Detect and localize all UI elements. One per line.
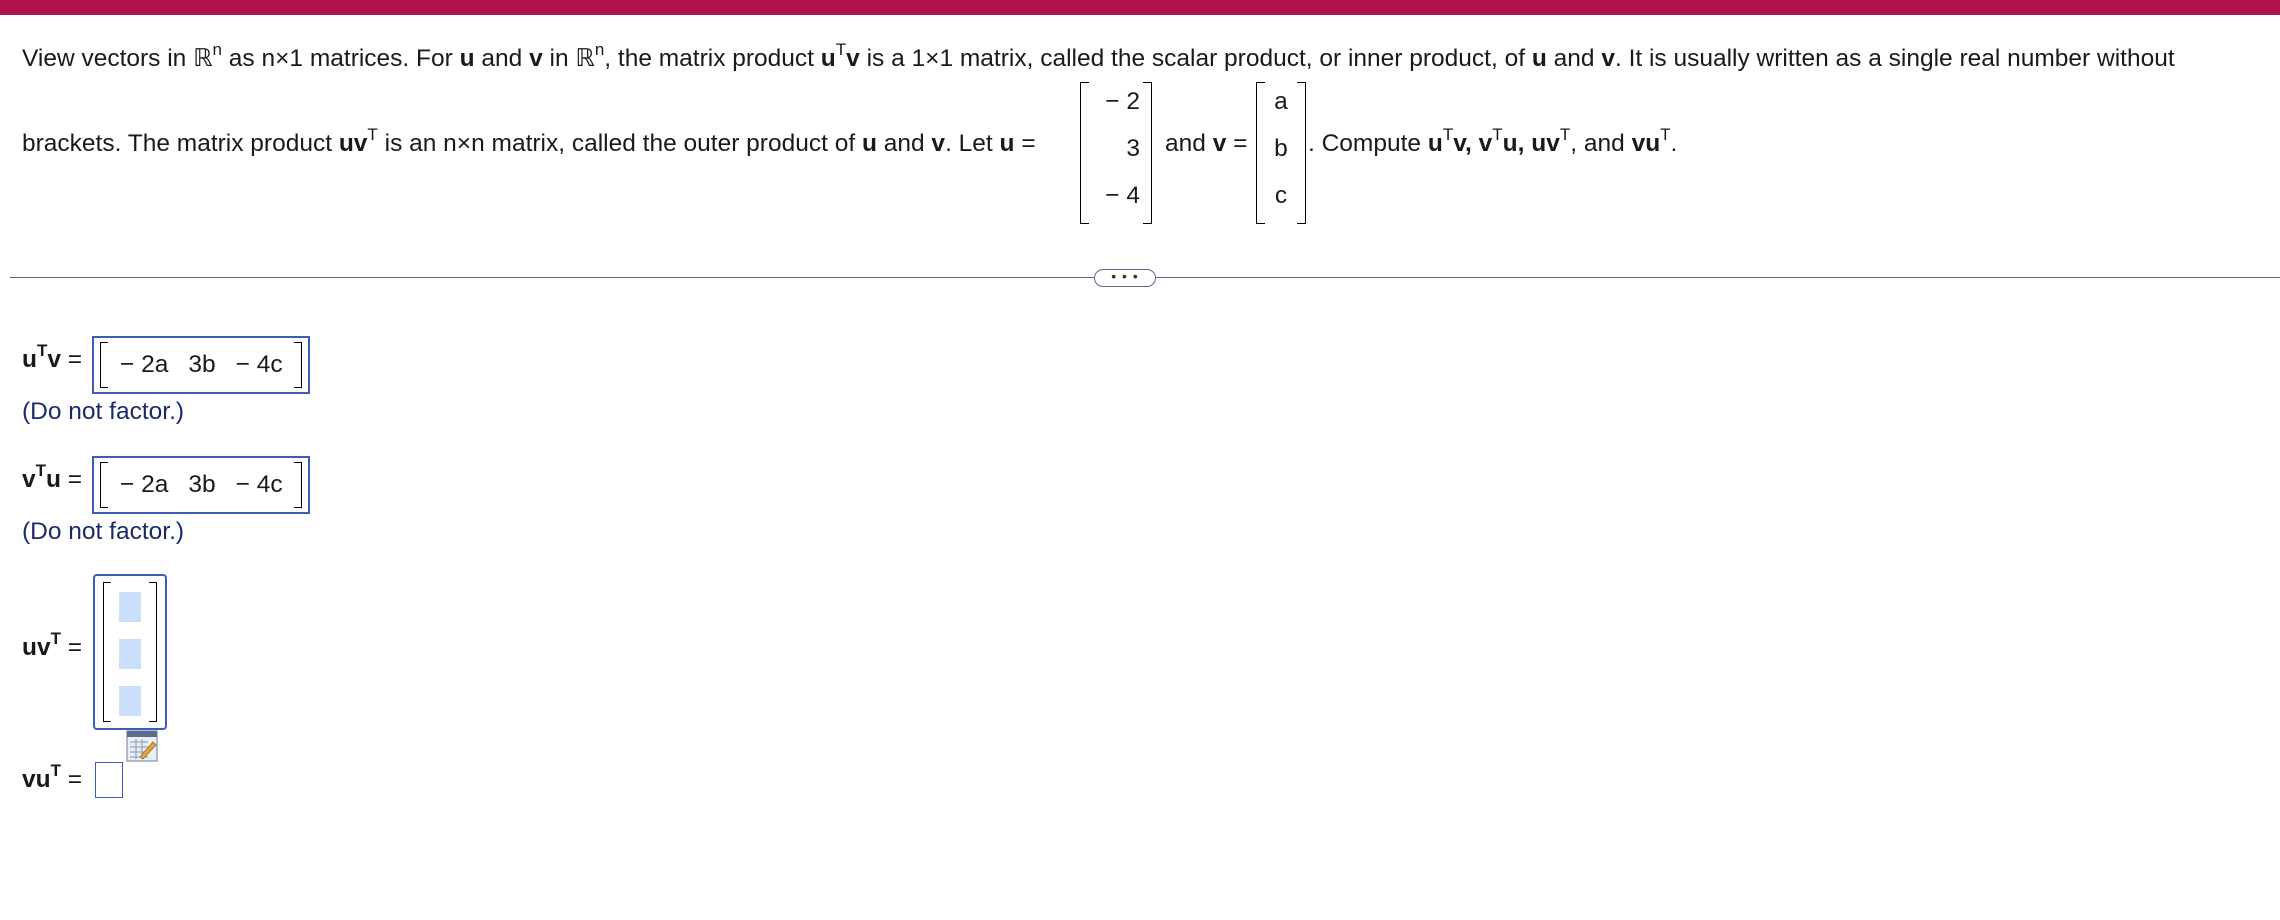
- matrix-entry[interactable]: − 4c: [235, 351, 283, 378]
- answer-label-vut: $vu^T$ =: [22, 760, 83, 793]
- question-text-segment: brackets. The matrix product $uv^T$ is an n×n matrix, called the outer product of u and v. Let u =: [22, 124, 1036, 157]
- more-options-button[interactable]: • • •: [1094, 269, 1156, 287]
- matrix-entry[interactable]: − 2a: [120, 471, 169, 498]
- matrix-entry[interactable]: − 4c: [235, 471, 283, 498]
- hint-do-not-factor: (Do not factor.): [22, 518, 185, 545]
- v-vector-entry: c: [1274, 182, 1288, 209]
- question-text-segment: and v =: [1165, 130, 1248, 157]
- answer-field-uvt[interactable]: [93, 574, 167, 730]
- top-accent-bar: [0, 0, 2280, 15]
- matrix-entry-slot[interactable]: [119, 639, 141, 669]
- answer-field-vut[interactable]: [95, 762, 123, 798]
- question-text-line-1: View vectors in ℝ$^n$ as n×1 matrices. For u and v in ℝ$^n$, the matrix product $u^Tv$ is a 1×1 matrix, called the scalar product, or inner product, of u and v. It is usually written as a single real number without: [22, 39, 2175, 72]
- u-vector-matrix: [1080, 78, 1152, 223]
- hint-do-not-factor: (Do not factor.): [22, 398, 185, 425]
- answer-label-vtu: $v^Tu$ =: [22, 460, 83, 493]
- answer-field-utv[interactable]: [92, 336, 310, 394]
- v-vector-entry: a: [1274, 88, 1288, 115]
- v-vector-entry: b: [1274, 135, 1288, 162]
- u-vector-entry: 3: [1126, 135, 1140, 162]
- answer-label-uvt: $uv^T$ =: [22, 628, 83, 661]
- matrix-entry[interactable]: 3b: [188, 471, 216, 498]
- matrix-tool-icon[interactable]: [126, 730, 158, 762]
- answer-label-utv: $u^Tv$ =: [22, 340, 83, 373]
- matrix-entry[interactable]: − 2a: [120, 351, 169, 378]
- matrix-entry[interactable]: 3b: [188, 351, 216, 378]
- answer-field-vtu[interactable]: [92, 456, 310, 514]
- matrix-entry-slot[interactable]: [119, 686, 141, 716]
- question-text-line-2: [22, 78, 2272, 228]
- u-vector-entry: − 2: [1105, 88, 1140, 115]
- matrix-entry-slot[interactable]: [119, 592, 141, 622]
- question-text-segment: . Compute $u^Tv$, $v^Tu$, $uv^T$, and $vu^T$.: [1308, 124, 1678, 157]
- u-vector-entry: − 4: [1105, 182, 1140, 209]
- v-vector-matrix: [1256, 78, 1306, 223]
